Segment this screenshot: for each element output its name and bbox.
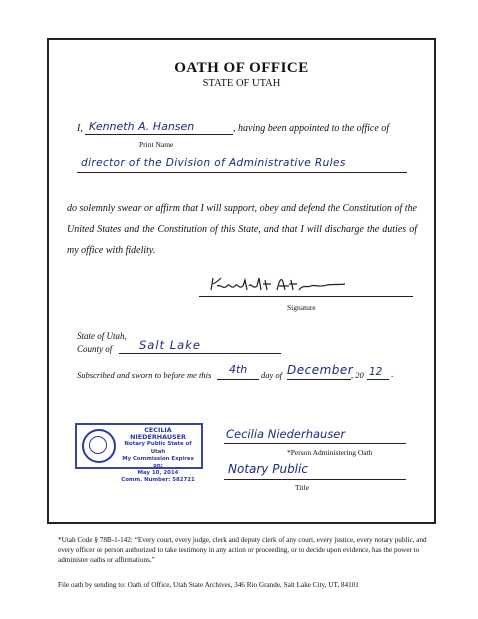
subscribed-text: Subscribed and sworn to before me this <box>77 370 212 380</box>
handwritten-signature <box>207 272 347 296</box>
name-prefix: I, <box>77 123 83 134</box>
year-period: . <box>391 369 394 379</box>
administering-line <box>224 426 406 444</box>
administering-label: *Person Administering Oath <box>287 448 373 457</box>
year-prefix: , 20 <box>351 370 364 380</box>
title-value: Notary Public <box>228 462 308 476</box>
state-seal-icon <box>82 429 116 463</box>
form-subtitle: STATE OF UTAH <box>202 78 281 89</box>
name-value: Kenneth A. Hansen <box>89 120 195 133</box>
stamp-text: CECILIA NIEDERHAUSER Notary Public State of Utah My Commission Expires on: May 10, 2014 Comm. Number: 582721 <box>121 426 195 484</box>
administering-name: Cecilia Niederhauser <box>226 427 346 441</box>
day-line <box>217 363 259 380</box>
year-line <box>367 366 389 380</box>
month-value: December <box>287 363 354 377</box>
day-of-label: day of <box>261 370 283 380</box>
oath-form <box>47 38 436 524</box>
footnote: *Utah Code § 78B-1-142: “Every court, every judge, clerk and deputy clerk of any court, every justice, every notary public, and every officer or person authorized to take testimony in any action or proceeding, or to decide upon evidence, has the power to administer oaths or affirmations.” <box>58 536 427 564</box>
name-line <box>85 119 233 135</box>
county-line <box>119 338 281 354</box>
file-note: File oath by sending to: Oath of Office, Utah State Archives, 346 Rio Grande, Salt Lake City, UT, 84101 <box>58 581 359 589</box>
day-value: 4th <box>229 363 248 376</box>
year-value: 12 <box>369 366 383 378</box>
county-value: Salt Lake <box>139 338 201 352</box>
venue-county-label: County of <box>77 344 113 354</box>
name-suffix: , having been appointed to the office of <box>233 123 390 134</box>
signature-label: Signature <box>287 303 316 312</box>
form-title: OATH OF OFFICE <box>174 60 309 76</box>
office-line <box>77 155 407 173</box>
month-line <box>287 363 354 380</box>
venue-state-label: State of Utah, <box>77 331 127 341</box>
print-name-label: Print Name <box>139 140 174 149</box>
office-value: director of the Division of Administrative Rules <box>81 157 346 169</box>
title-label: Title <box>295 483 309 492</box>
signature-line <box>199 272 413 297</box>
oath-text: do solemnly swear or affirm that I will support, obey and defend the Constitution of the United States and the Constitution of this State, and that I will discharge the duties of my office with fidelity. <box>67 203 417 256</box>
notary-stamp <box>75 423 203 484</box>
title-line <box>224 461 406 480</box>
